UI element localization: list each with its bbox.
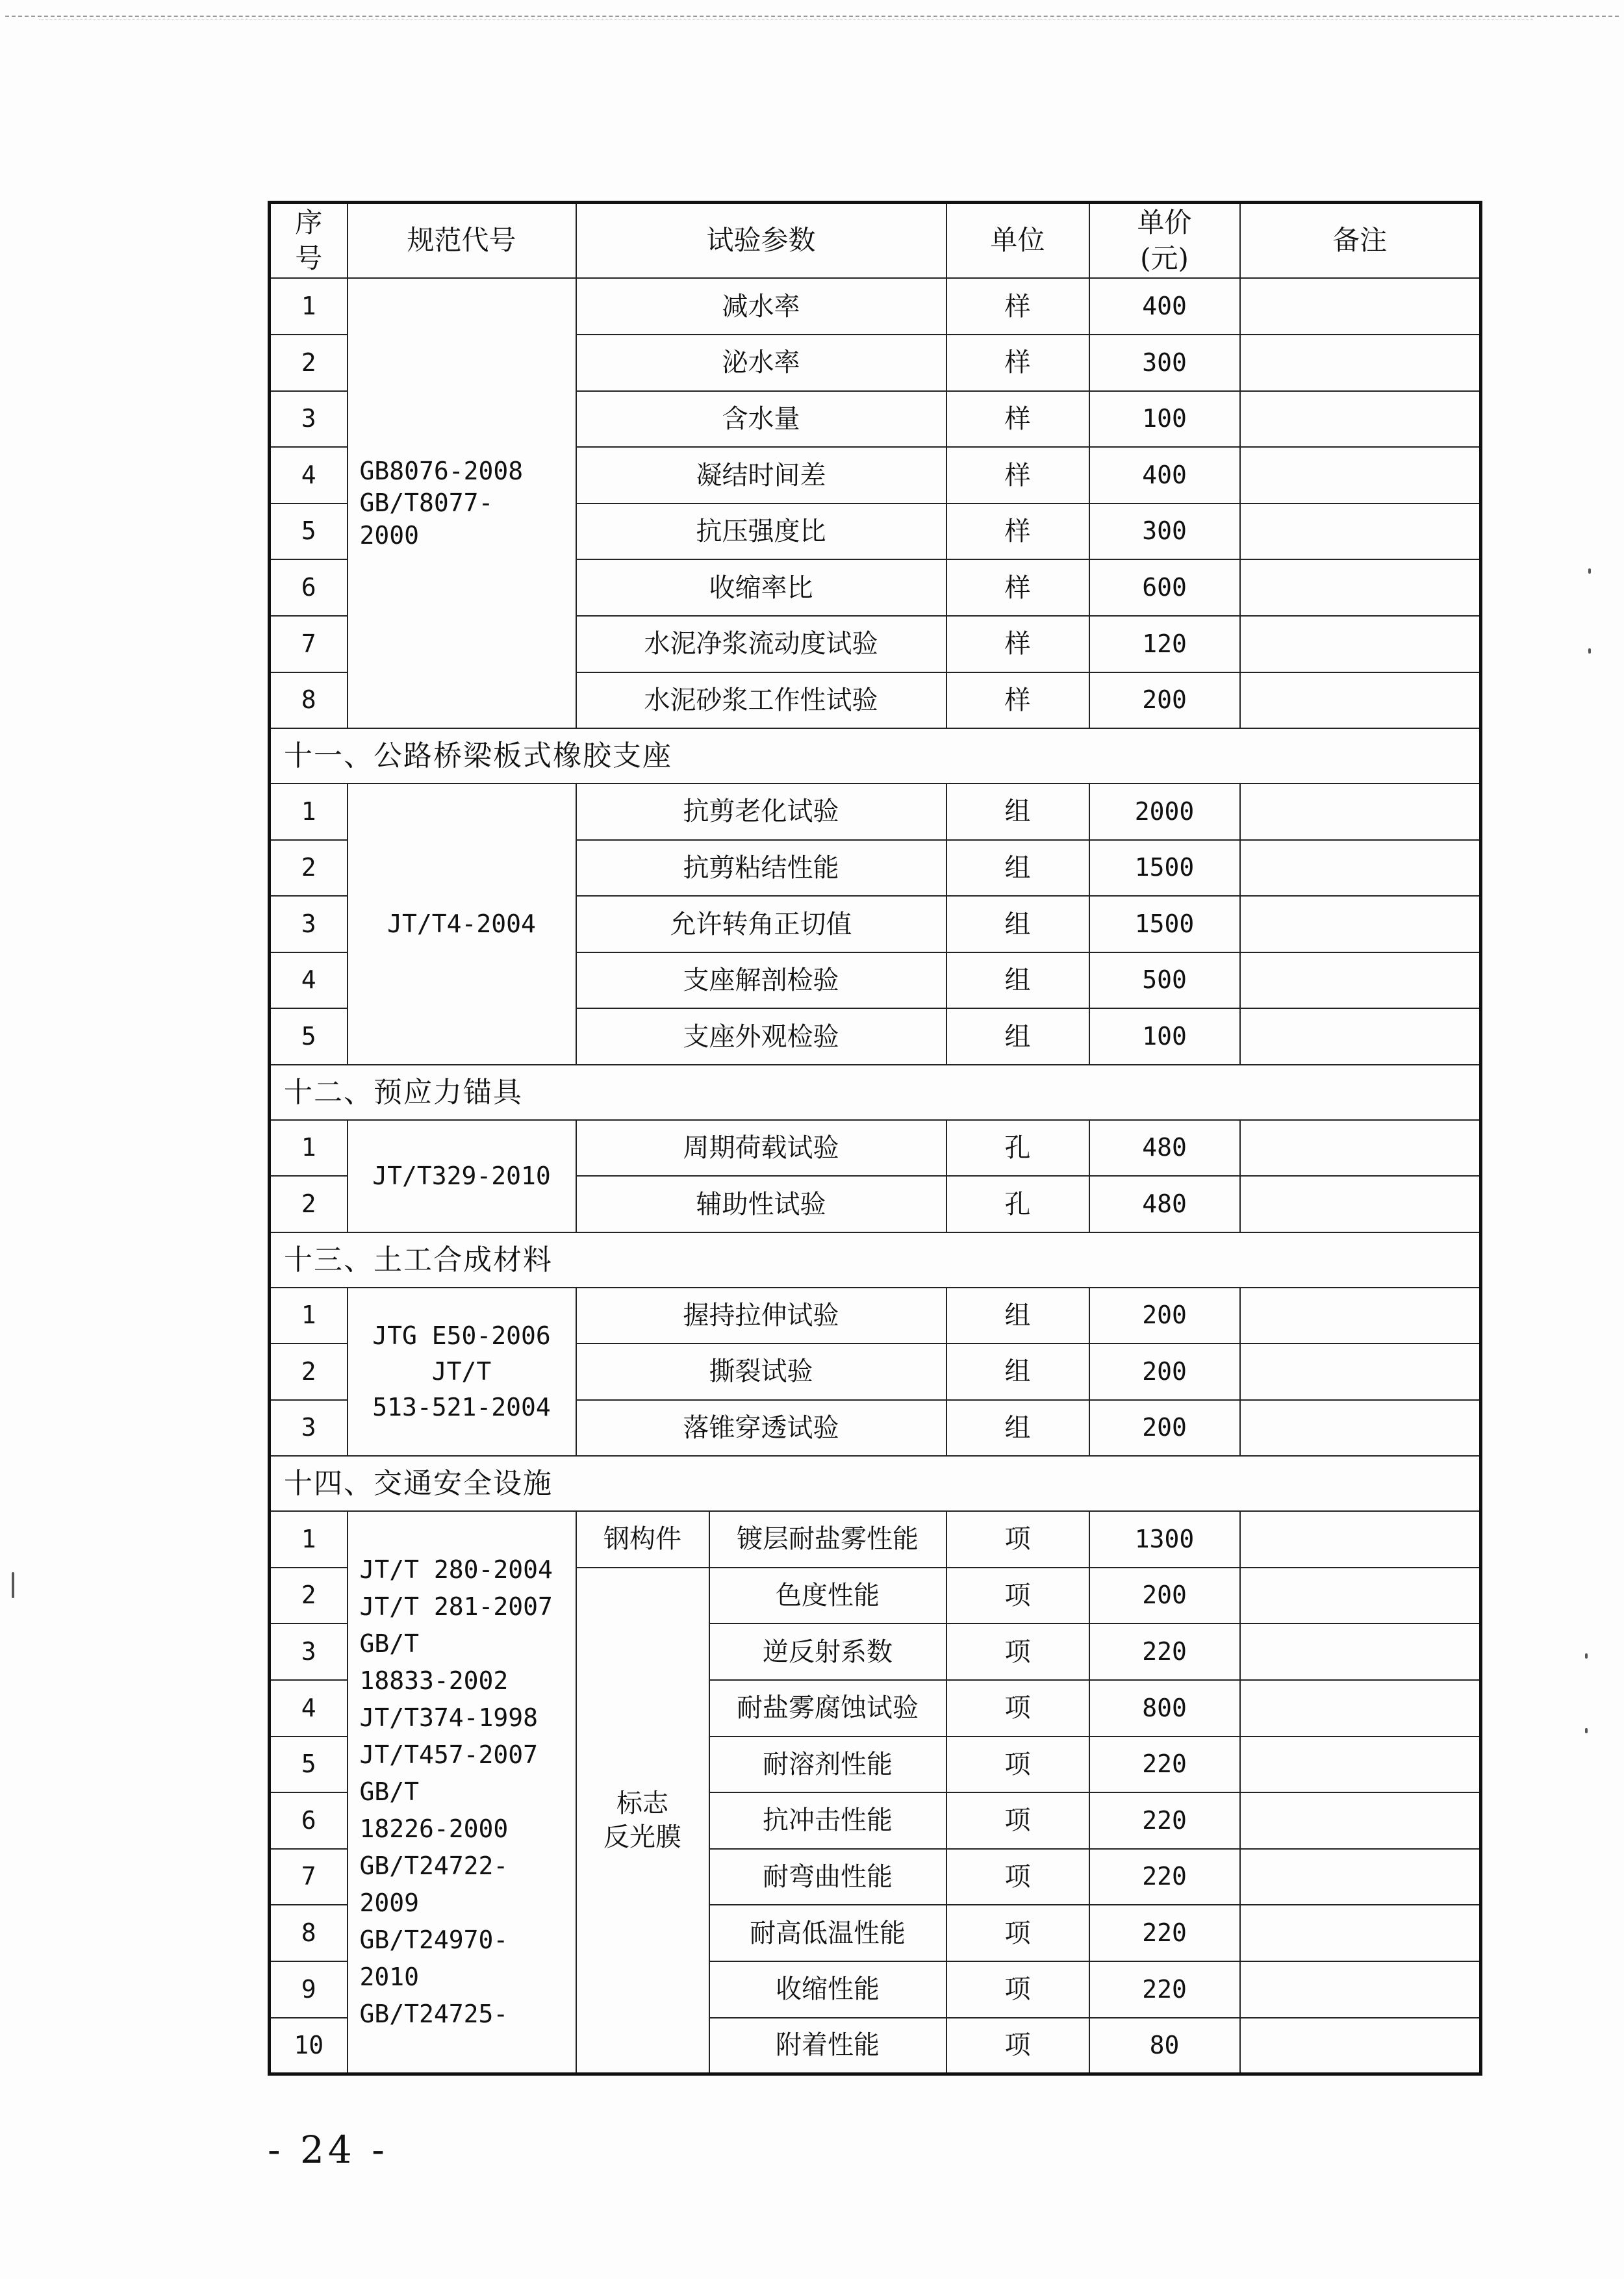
unit: 项 — [946, 1961, 1089, 2018]
test-param: 水泥净浆流动度试验 — [576, 616, 946, 672]
note — [1240, 559, 1481, 616]
row-number: 7 — [270, 616, 348, 672]
note — [1240, 1511, 1481, 1568]
table-row — [270, 1120, 1481, 1177]
unit: 组 — [946, 840, 1089, 897]
unit: 项 — [946, 1849, 1089, 1905]
row-number: 2 — [270, 1568, 348, 1624]
unit-price: 100 — [1089, 391, 1240, 448]
unit: 样 — [946, 503, 1089, 560]
row-number: 4 — [270, 1680, 348, 1737]
unit: 组 — [946, 896, 1089, 952]
price-table — [268, 201, 1482, 2076]
test-param: 凝结时间差 — [576, 447, 946, 503]
note — [1240, 1623, 1481, 1680]
header-code: 规范代号 — [348, 203, 576, 279]
row-number: 1 — [270, 1511, 348, 1568]
note — [1240, 1792, 1481, 1849]
scan-artifact-mark — [1588, 568, 1591, 574]
table-row — [270, 1511, 1481, 1568]
standard-code: JT/T329-2010 — [348, 1120, 576, 1232]
unit-price: 1500 — [1089, 840, 1240, 897]
test-param: 减水率 — [576, 278, 946, 335]
row-number: 3 — [270, 391, 348, 448]
unit: 组 — [946, 1400, 1089, 1457]
unit-price: 600 — [1089, 559, 1240, 616]
standard-code: JTG E50-2006 JT/T 513-521-2004 — [348, 1288, 576, 1457]
test-param: 耐盐雾腐蚀试验 — [709, 1680, 946, 1737]
unit: 项 — [946, 2018, 1089, 2074]
test-param: 抗压强度比 — [576, 503, 946, 560]
unit-price: 200 — [1089, 1400, 1240, 1457]
scan-artifact-mark — [1588, 648, 1591, 654]
section-title: 十三、土工合成材料 — [270, 1232, 1481, 1288]
test-param: 耐弯曲性能 — [709, 1849, 946, 1905]
scan-artifact-mark — [12, 1572, 14, 1598]
section-row — [270, 1232, 1481, 1288]
section-title: 十四、交通安全设施 — [270, 1456, 1481, 1511]
unit: 样 — [946, 335, 1089, 391]
section-row — [270, 1065, 1481, 1120]
note — [1240, 783, 1481, 840]
unit-price: 220 — [1089, 1849, 1240, 1905]
unit-price: 80 — [1089, 2018, 1240, 2074]
unit-price: 400 — [1089, 447, 1240, 503]
scan-artifact-line — [39, 19, 1533, 20]
note — [1240, 278, 1481, 335]
row-number: 4 — [270, 447, 348, 503]
unit: 项 — [946, 1680, 1089, 1737]
unit-price: 500 — [1089, 952, 1240, 1009]
unit: 项 — [946, 1623, 1089, 1680]
unit: 项 — [946, 1568, 1089, 1624]
note — [1240, 1343, 1481, 1400]
unit: 项 — [946, 1737, 1089, 1793]
section-row — [270, 728, 1481, 783]
note — [1240, 672, 1481, 729]
test-param: 镀层耐盐雾性能 — [709, 1511, 946, 1568]
test-param: 含水量 — [576, 391, 946, 448]
row-number: 8 — [270, 1905, 348, 1961]
note — [1240, 1737, 1481, 1793]
unit: 样 — [946, 672, 1089, 729]
note — [1240, 1008, 1481, 1065]
table-header-row — [270, 203, 1481, 279]
test-param: 泌水率 — [576, 335, 946, 391]
test-param: 支座外观检验 — [576, 1008, 946, 1065]
row-number: 10 — [270, 2018, 348, 2074]
unit-price: 800 — [1089, 1680, 1240, 1737]
unit: 样 — [946, 447, 1089, 503]
row-number: 3 — [270, 1623, 348, 1680]
note — [1240, 1568, 1481, 1624]
test-param: 周期荷载试验 — [576, 1120, 946, 1177]
unit: 孔 — [946, 1120, 1089, 1177]
row-number: 4 — [270, 952, 348, 1009]
unit: 组 — [946, 783, 1089, 840]
unit-price: 200 — [1089, 672, 1240, 729]
test-param: 握持拉伸试验 — [576, 1288, 946, 1344]
unit-price: 220 — [1089, 1905, 1240, 1961]
row-number: 5 — [270, 503, 348, 560]
unit-price: 120 — [1089, 616, 1240, 672]
unit: 样 — [946, 616, 1089, 672]
unit: 组 — [946, 1288, 1089, 1344]
test-param: 允许转角正切值 — [576, 896, 946, 952]
section-title: 十一、公路桥梁板式橡胶支座 — [270, 728, 1481, 783]
unit-price: 200 — [1089, 1343, 1240, 1400]
note — [1240, 1120, 1481, 1177]
row-number: 5 — [270, 1737, 348, 1793]
header-note: 备注 — [1240, 203, 1481, 279]
header-price: 单价 (元) — [1089, 203, 1240, 279]
scan-artifact-mark — [1585, 1653, 1588, 1659]
unit-price: 1500 — [1089, 896, 1240, 952]
test-param: 耐高低温性能 — [709, 1905, 946, 1961]
test-param: 抗剪粘结性能 — [576, 840, 946, 897]
test-param: 逆反射系数 — [709, 1623, 946, 1680]
unit-price: 100 — [1089, 1008, 1240, 1065]
standard-code: JT/T 280-2004 JT/T 281-2007 GB/T 18833-2002 JT/T374-1998 JT/T457-2007 GB/T 18226-2000 GB/T24722- 2009 GB/T24970- 2010 GB/T24725- — [348, 1511, 576, 2074]
row-number: 5 — [270, 1008, 348, 1065]
unit-price: 1300 — [1089, 1511, 1240, 1568]
header-param: 试验参数 — [576, 203, 946, 279]
test-param: 耐溶剂性能 — [709, 1737, 946, 1793]
sub-category: 钢构件 — [576, 1511, 709, 1568]
unit-price: 220 — [1089, 1737, 1240, 1793]
test-param: 收缩率比 — [576, 559, 946, 616]
test-param: 落锥穿透试验 — [576, 1400, 946, 1457]
page-number: - 24 - — [268, 2128, 388, 2172]
test-param: 支座解剖检验 — [576, 952, 946, 1009]
note — [1240, 896, 1481, 952]
note — [1240, 616, 1481, 672]
row-number: 1 — [270, 783, 348, 840]
row-number: 1 — [270, 278, 348, 335]
row-number: 2 — [270, 1343, 348, 1400]
unit-price: 480 — [1089, 1120, 1240, 1177]
unit-price: 400 — [1089, 278, 1240, 335]
unit-price: 200 — [1089, 1568, 1240, 1624]
note — [1240, 952, 1481, 1009]
section-row — [270, 1456, 1481, 1511]
row-number: 1 — [270, 1120, 348, 1177]
unit-price: 300 — [1089, 503, 1240, 560]
row-number: 2 — [270, 335, 348, 391]
row-number: 3 — [270, 1400, 348, 1457]
note — [1240, 1288, 1481, 1344]
note — [1240, 1905, 1481, 1961]
note — [1240, 1400, 1481, 1457]
unit: 组 — [946, 1343, 1089, 1400]
unit: 项 — [946, 1792, 1089, 1849]
unit-price: 200 — [1089, 1288, 1240, 1344]
test-param: 抗冲击性能 — [709, 1792, 946, 1849]
row-number: 2 — [270, 1176, 348, 1232]
section-title: 十二、预应力锚具 — [270, 1065, 1481, 1120]
unit: 样 — [946, 278, 1089, 335]
unit: 样 — [946, 391, 1089, 448]
sub-category: 标志 反光膜 — [576, 1568, 709, 2074]
note — [1240, 1176, 1481, 1232]
row-number: 1 — [270, 1288, 348, 1344]
row-number: 2 — [270, 840, 348, 897]
unit-price: 2000 — [1089, 783, 1240, 840]
table-row — [270, 1288, 1481, 1344]
standard-code: JT/T4-2004 — [348, 783, 576, 1065]
header-unit: 单位 — [946, 203, 1089, 279]
note — [1240, 447, 1481, 503]
table-row — [270, 783, 1481, 840]
note — [1240, 1680, 1481, 1737]
note — [1240, 1961, 1481, 2018]
note — [1240, 840, 1481, 897]
test-param: 附着性能 — [709, 2018, 946, 2074]
note — [1240, 2018, 1481, 2074]
row-number: 8 — [270, 672, 348, 729]
row-number: 7 — [270, 1849, 348, 1905]
test-param: 水泥砂浆工作性试验 — [576, 672, 946, 729]
note — [1240, 335, 1481, 391]
unit: 孔 — [946, 1176, 1089, 1232]
unit-price: 220 — [1089, 1961, 1240, 2018]
row-number: 6 — [270, 1792, 348, 1849]
unit: 项 — [946, 1511, 1089, 1568]
unit-price: 220 — [1089, 1792, 1240, 1849]
row-number: 3 — [270, 896, 348, 952]
test-param: 撕裂试验 — [576, 1343, 946, 1400]
unit-price: 300 — [1089, 335, 1240, 391]
note — [1240, 391, 1481, 448]
scan-artifact-line — [5, 16, 1619, 17]
row-number: 6 — [270, 559, 348, 616]
unit: 组 — [946, 1008, 1089, 1065]
note — [1240, 503, 1481, 560]
test-param: 抗剪老化试验 — [576, 783, 946, 840]
note — [1240, 1849, 1481, 1905]
unit: 项 — [946, 1905, 1089, 1961]
table-row — [270, 278, 1481, 335]
unit-price: 220 — [1089, 1623, 1240, 1680]
header-seq: 序 号 — [270, 203, 348, 279]
test-param: 色度性能 — [709, 1568, 946, 1624]
unit: 组 — [946, 952, 1089, 1009]
test-param: 收缩性能 — [709, 1961, 946, 2018]
unit-price: 480 — [1089, 1176, 1240, 1232]
scan-artifact-mark — [1585, 1728, 1588, 1733]
test-param: 辅助性试验 — [576, 1176, 946, 1232]
unit: 样 — [946, 559, 1089, 616]
standard-code: GB8076-2008 GB/T8077- 2000 — [348, 278, 576, 728]
row-number: 9 — [270, 1961, 348, 2018]
